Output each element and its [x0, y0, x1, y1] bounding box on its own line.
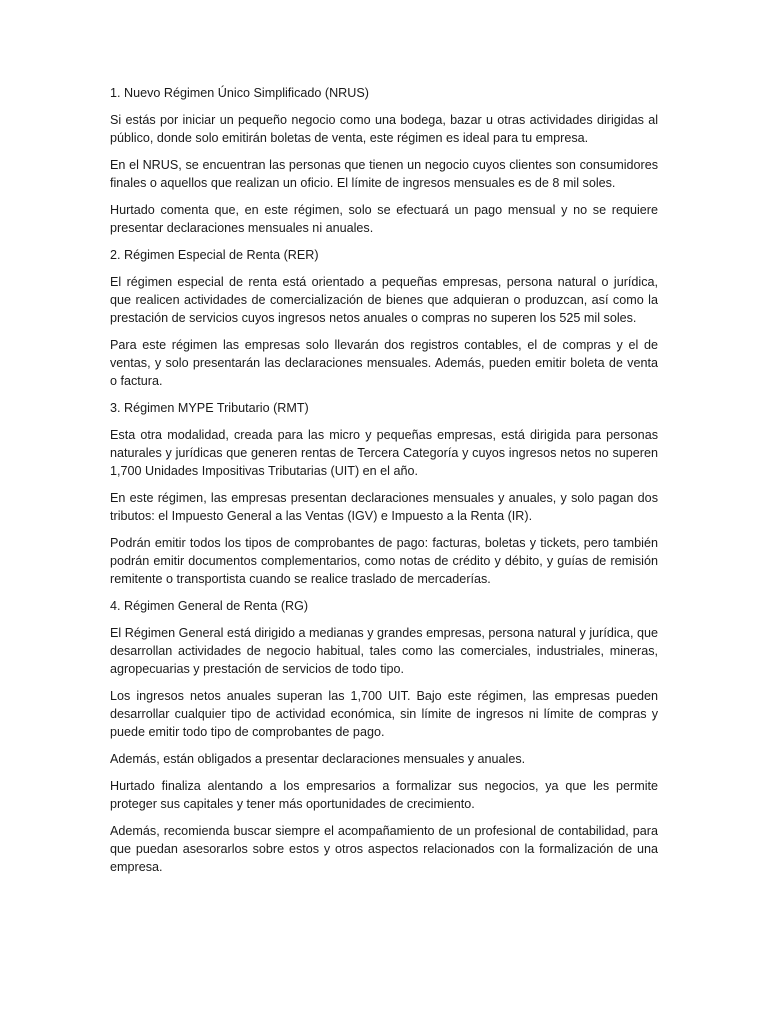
- paragraph: Esta otra modalidad, creada para las micro y pequeñas empresas, está dirigida para personas naturales y jurídicas que generen rentas de Tercera Categoría y cuyos ingresos netos no superen 1,700 Unidades Impositivas Tributarias (UIT) en el año.: [110, 428, 658, 478]
- paragraph: Podrán emitir todos los tipos de comprobantes de pago: facturas, boletas y tickets, pero también podrán emitir documentos complementarios, como notas de crédito y débito, y guías de remisión remitente o transportista cuando se realice traslado de mercaderías.: [110, 536, 658, 586]
- section-heading-rg: 4. Régimen General de Renta (RG): [110, 599, 309, 613]
- paragraph: El régimen especial de renta está orientado a pequeñas empresas, persona natural o jurídica, que realicen actividades de comercialización de bienes que adquieran o produzcan, así como la prestación de servicios cuyos ingresos netos anuales o compras no superen los 525 mil soles.: [110, 275, 658, 325]
- paragraph: Si estás por iniciar un pequeño negocio como una bodega, bazar u otras actividades dirigidas al público, donde solo emitirán boletas de venta, este régimen es ideal para tu empresa.: [110, 113, 658, 145]
- paragraph: Hurtado finaliza alentando a los empresarios a formalizar sus negocios, ya que les permite proteger sus capitales y tener más oportunidades de crecimiento.: [110, 779, 658, 811]
- paragraph: En el NRUS, se encuentran las personas que tienen un negocio cuyos clientes son consumidores finales o aquellos que realizan un oficio. El límite de ingresos mensuales es de 8 mil soles.: [110, 158, 658, 190]
- section-heading-rmt: 3. Régimen MYPE Tributario (RMT): [110, 401, 309, 415]
- section-heading-rer: 2. Régimen Especial de Renta (RER): [110, 248, 319, 262]
- paragraph: El Régimen General está dirigido a medianas y grandes empresas, persona natural y jurídica, que desarrollan actividades de negocio habitual, tales como las comerciales, industriales, mineras, agropecuarias y prestación de servicios de todo tipo.: [110, 626, 658, 676]
- paragraph: Los ingresos netos anuales superan las 1,700 UIT. Bajo este régimen, las empresas pueden desarrollar cualquier tipo de actividad económica, sin límite de ingresos ni límite de compras y puede emitir todo tipo de comprobantes de pago.: [110, 689, 658, 739]
- document-page: [110, 84, 658, 885]
- paragraph: Además, están obligados a presentar declaraciones mensuales y anuales.: [110, 752, 526, 766]
- paragraph: Hurtado comenta que, en este régimen, solo se efectuará un pago mensual y no se requiere presentar declaraciones mensuales ni anuales.: [110, 203, 658, 235]
- paragraph: Para este régimen las empresas solo llevarán dos registros contables, el de compras y el de ventas, y solo presentarán las declaraciones mensuales. Además, pueden emitir boleta de venta o factura.: [110, 338, 658, 388]
- paragraph: En este régimen, las empresas presentan declaraciones mensuales y anuales, y solo pagan dos tributos: el Impuesto General a las Ventas (IGV) e Impuesto a la Renta (IR).: [110, 491, 658, 523]
- paragraph: Además, recomienda buscar siempre el acompañamiento de un profesional de contabilidad, para que puedan asesorarlos sobre estos y otros aspectos relacionados con la formalización de una empresa.: [110, 824, 658, 874]
- section-heading-nrus: 1. Nuevo Régimen Único Simplificado (NRUS): [110, 86, 369, 100]
